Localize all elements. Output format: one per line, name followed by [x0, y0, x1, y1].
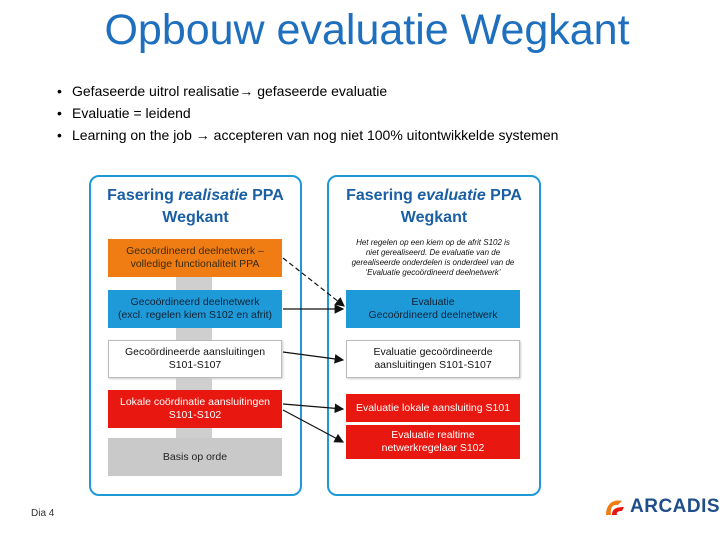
realisatie-box-lokale-coordinatie: Lokale coördinatie aansluitingen S101-S102: [108, 390, 282, 428]
evaluatie-box-aansluitingen: Evaluatie gecoördineerde aansluitingen S101-S107: [346, 340, 520, 378]
arcadis-logo-icon: [604, 497, 626, 517]
realisatie-box-deelnetwerk: Gecoördineerd deelnetwerk (excl. regelen kiem S102 en afrit): [108, 290, 282, 328]
realisatie-box-aansluitingen: Gecoördineerde aansluitingen S101-S107: [108, 340, 282, 378]
evaluatie-box-realtime: Evaluatie realtime netwerkregelaar S102: [346, 425, 520, 459]
evaluatie-note: Het regelen op een kiem op de afrit S102 is niet gerealiseerd. De evaluatie van de gerealiseerde onderdelen is onderdeel van de ‘Evaluatie gecoördineerd deelnetwerk’: [351, 238, 515, 277]
realisatie-panel-title: Fasering realisatie PPA Wegkant: [107, 187, 284, 226]
dashed-arrow: [283, 258, 344, 306]
evaluatie-panel-title: Fasering evaluatie PPA Wegkant: [346, 187, 522, 226]
realisatie-box-basis: Basis op orde: [108, 438, 282, 476]
evaluatie-box-lokale-aansluiting: Evaluatie lokale aansluiting S101: [346, 394, 520, 422]
slide-title: Opbouw evaluatie Wegkant: [104, 6, 630, 54]
bullet-item: • Gefaseerde uitrol realisatie→ gefaseerde evaluatie: [57, 80, 558, 102]
bullet-item: • Evaluatie = leidend: [57, 102, 558, 124]
arrow-lokale: [283, 404, 343, 409]
arrow-realtime: [283, 410, 343, 442]
slide-number: Dia 4: [31, 508, 55, 519]
arcadis-logo-text: ARCADIS: [630, 496, 720, 517]
arcadis-logo: [604, 496, 720, 518]
bullet-item: • Learning on the job → accepteren van nog niet 100% uitontwikkelde systemen: [57, 124, 558, 146]
arrow-aansluitingen: [283, 352, 343, 360]
evaluatie-box-deelnetwerk: Evaluatie Gecoördineerd deelnetwerk: [346, 290, 520, 328]
realisatie-box-deelnetwerk-volledig: Gecoördineerd deelnetwerk – volledige functionaliteit PPA: [108, 239, 282, 277]
